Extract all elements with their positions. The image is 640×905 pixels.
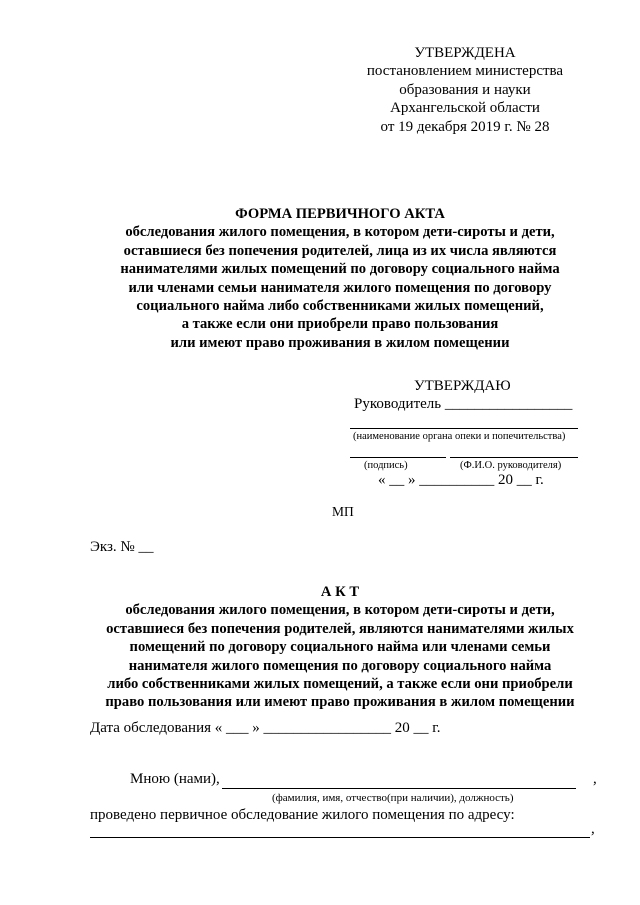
- form-title-heading: ФОРМА ПЕРВИЧНОГО АКТА: [235, 206, 445, 222]
- act-title-line: право пользования или имеют право проживания в жилом помещении: [105, 694, 575, 711]
- act-title-line: обследования жилого помещения, в котором дети-сироты и дети,: [125, 602, 555, 619]
- organ-name-line[interactable]: [350, 428, 578, 429]
- approved-block: [350, 44, 580, 136]
- by-me-label: Мною (нами),: [130, 771, 220, 787]
- act-title-line: оставшиеся без попечения родителей, являются нанимателями жилых: [106, 620, 574, 637]
- head-of-field[interactable]: Руководитель _________________: [354, 396, 573, 412]
- approved-line: постановлением министерства: [366, 63, 564, 80]
- act-title-heading: А К Т: [320, 584, 360, 600]
- form-title-line: обследования жилого помещения, в котором дети-сироты и дети,: [125, 224, 555, 241]
- act-title-line: либо собственниками жилых помещений, а также если они приобрели: [107, 676, 573, 693]
- fio-caption: (Ф.И.О. руководителя): [460, 460, 562, 471]
- approved-line: Архангельской области: [390, 100, 540, 117]
- address-intro: проведено первичное обследование жилого помещения по адресу:: [90, 807, 515, 823]
- act-title: [40, 583, 640, 712]
- form-title-line: или членами семьи нанимателя жилого помещения по договору: [128, 279, 552, 296]
- fio-line[interactable]: [450, 457, 578, 458]
- stamp-place: МП: [332, 504, 354, 519]
- copy-number-field[interactable]: Экз. № __: [90, 539, 154, 555]
- act-title-line: нанимателя жилого помещения по договору социального найма: [128, 657, 552, 674]
- signature-line[interactable]: [350, 457, 446, 458]
- address-comma: ,: [591, 821, 595, 837]
- form-title-line: оставшиеся без попечения родителей, лица из их числа являются: [123, 242, 557, 259]
- by-me-line[interactable]: [222, 788, 576, 789]
- form-title-line: нанимателями жилых помещений по договору социального найма: [120, 261, 560, 278]
- inspection-date-field[interactable]: Дата обследования « ___ » _________________ 20 __ г.: [90, 720, 441, 736]
- form-title: [40, 205, 640, 352]
- form-title-line: социального найма либо собственниками жилых помещений,: [136, 298, 544, 315]
- approve-heading: УТВЕРЖДАЮ: [414, 378, 511, 394]
- approved-title: УТВЕРЖДЕНА: [414, 45, 516, 61]
- by-me-comma: ,: [593, 771, 597, 787]
- approve-date-field[interactable]: « __ » __________ 20 __ г.: [378, 472, 544, 488]
- approved-line: образования и науки: [399, 81, 531, 98]
- act-title-line: помещений по договору социального найма или членами семьи: [129, 639, 551, 656]
- form-title-line: а также если они приобрели право пользования: [181, 316, 499, 333]
- organ-name-caption: (наименование органа опеки и попечительства): [353, 431, 566, 442]
- address-line[interactable]: [90, 837, 590, 838]
- approved-date: от 19 декабря 2019 г. № 28: [380, 118, 550, 135]
- form-title-line: или имеют право проживания в жилом помещении: [170, 334, 510, 351]
- signature-caption: (подпись): [364, 460, 408, 471]
- by-me-caption: (фамилия, имя, отчество(при наличии), должность): [272, 792, 514, 804]
